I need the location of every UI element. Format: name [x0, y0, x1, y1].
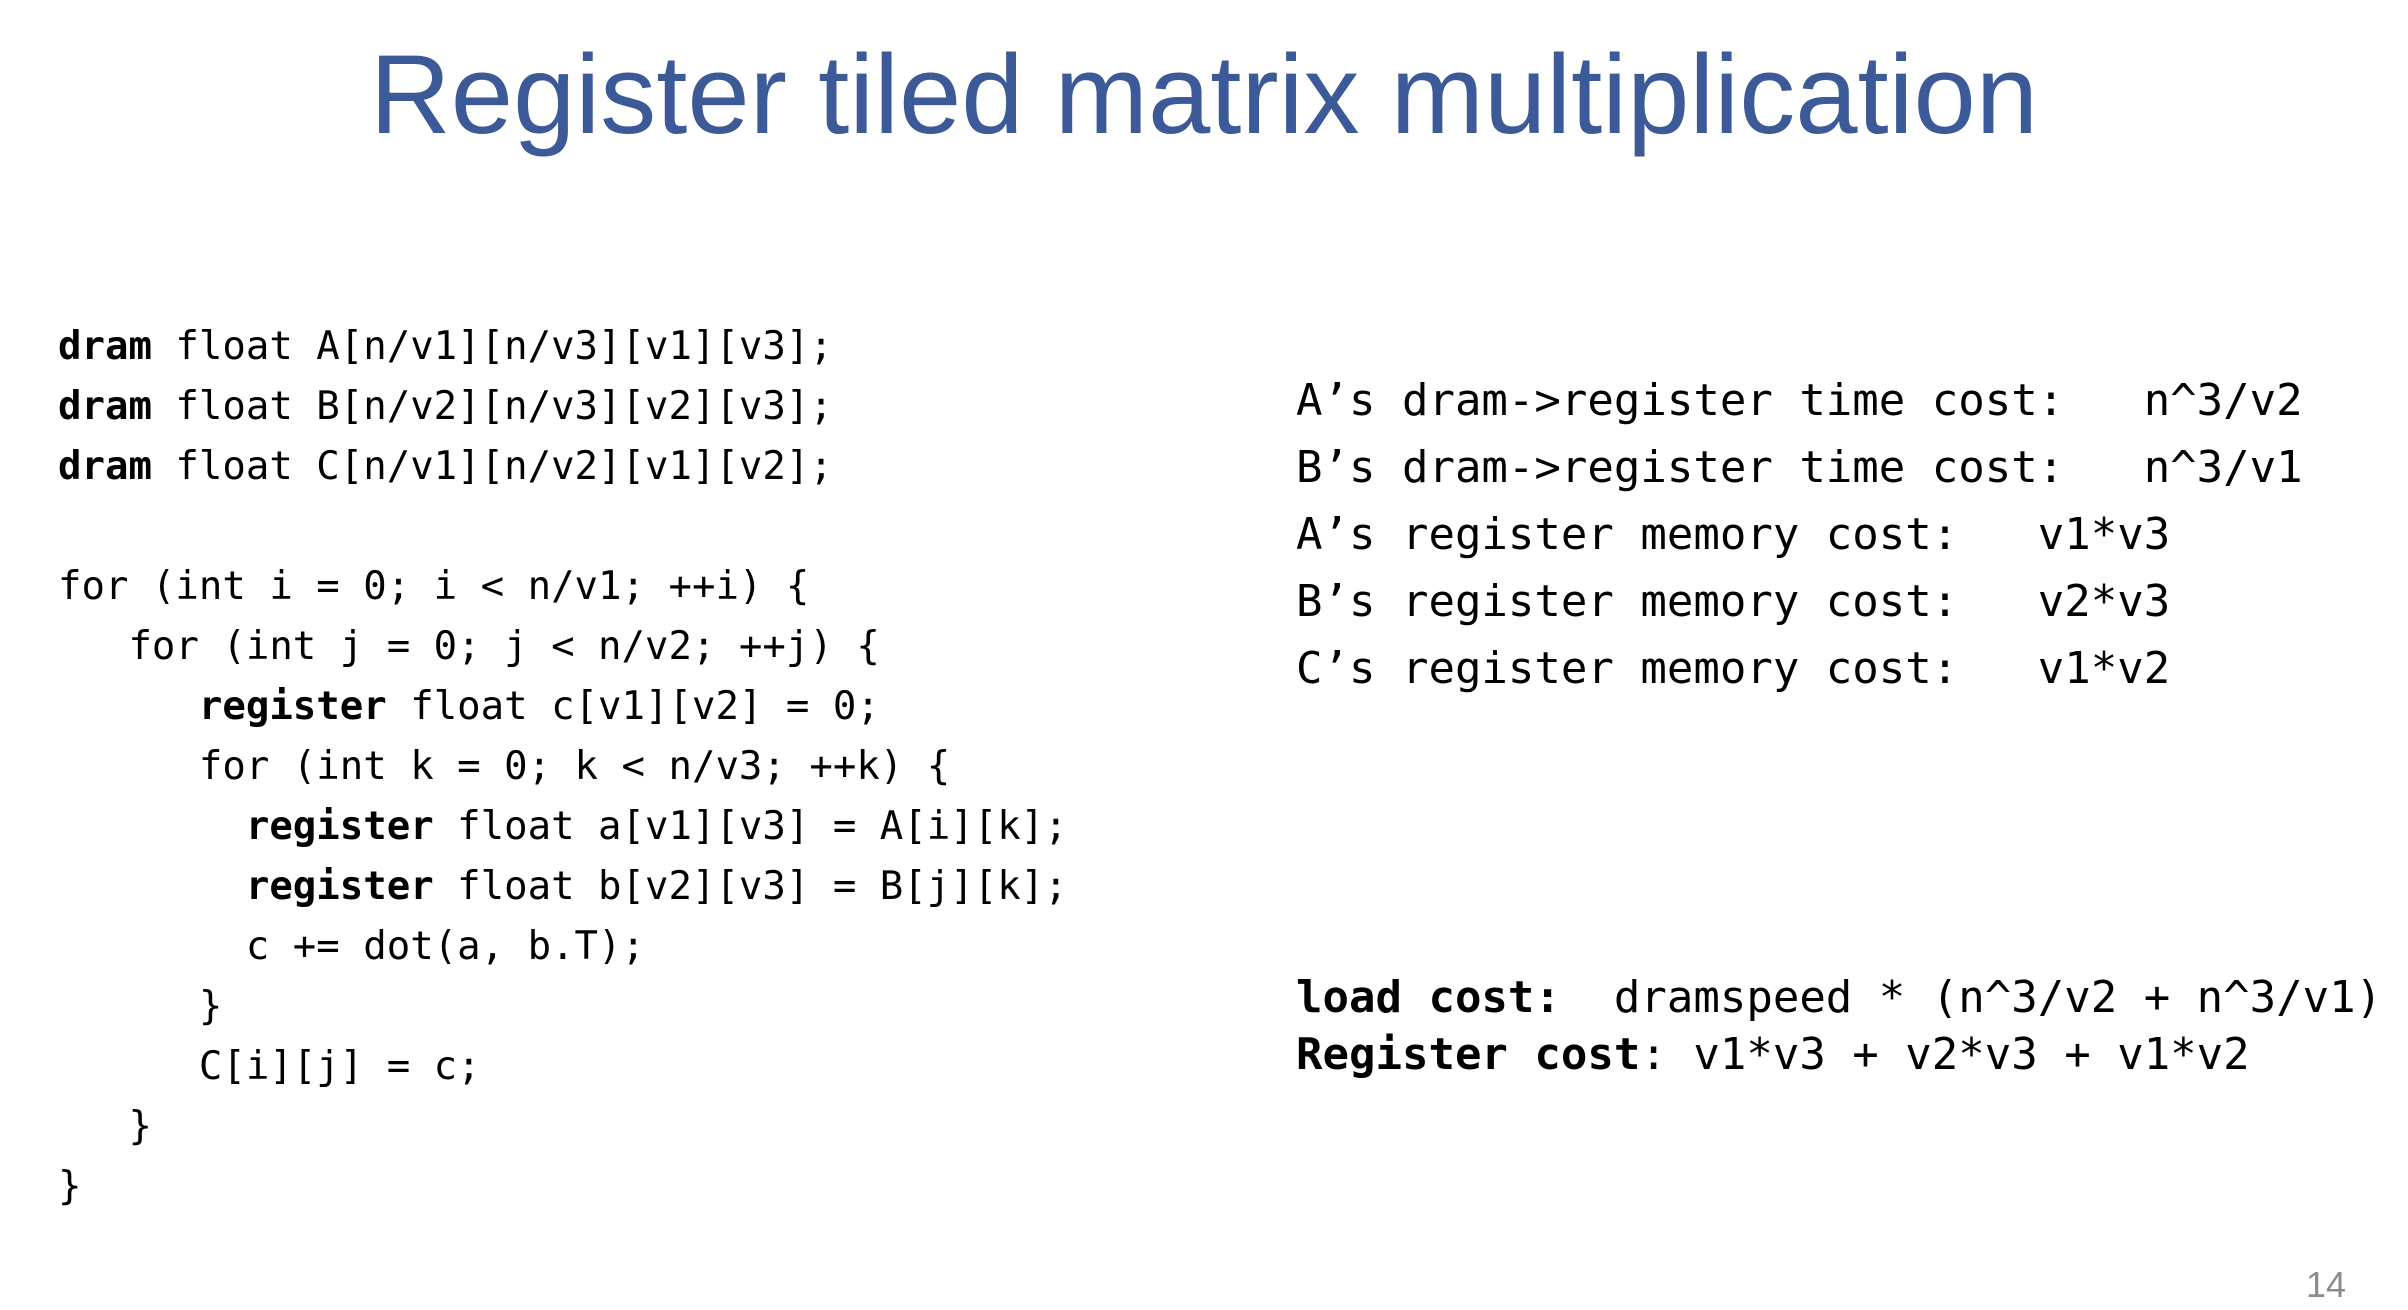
cost-summary-block: [1296, 969, 2382, 1083]
code-line: register float c[v1][v2] = 0;: [198, 684, 880, 729]
code-line: }: [58, 984, 223, 1029]
code-line: }: [58, 1104, 152, 1149]
page-number: 14: [2305, 1264, 2346, 1305]
code-line: c += dot(a, b.T);: [58, 924, 645, 969]
cost-line-a-dram-time: A’s dram->register time cost: n^3/v2: [1296, 375, 2303, 426]
code-line-blank: [58, 497, 1068, 557]
cost-line-b-dram-time: B’s dram->register time cost: n^3/v1: [1296, 442, 2303, 493]
code-line: for (int k = 0; k < n/v3; ++k) {: [58, 744, 951, 789]
code-line: register float b[v2][v3] = B[j][k];: [245, 864, 1068, 909]
code-line: }: [58, 1164, 82, 1209]
code-line: for (int j = 0; j < n/v2; ++j) {: [58, 624, 880, 669]
cost-line-c-register-memory: C’s register memory cost: v1*v2: [1296, 643, 2171, 694]
code-block: [58, 317, 1068, 1217]
code-line: for (int i = 0; i < n/v1; ++i) {: [58, 564, 810, 609]
code-line: dram float A[n/v1][n/v3][v1][v3];: [58, 324, 833, 369]
code-line: dram float B[n/v2][n/v3][v2][v3];: [58, 384, 833, 429]
cost-analysis-block: [1296, 367, 2303, 702]
slide-title: Register tiled matrix multiplication: [369, 32, 2039, 157]
cost-line-a-register-memory: A’s register memory cost: v1*v3: [1296, 509, 2171, 560]
register-cost-line: Register cost: v1*v3 + v2*v3 + v1*v2: [1296, 1029, 2250, 1080]
load-cost-line: load cost: dramspeed * (n^3/v2 + n^3/v1): [1296, 972, 2383, 1023]
code-line: dram float C[n/v1][n/v2][v1][v2];: [58, 444, 833, 489]
code-line: C[i][j] = c;: [58, 1044, 481, 1089]
cost-line-b-register-memory: B’s register memory cost: v2*v3: [1296, 576, 2171, 627]
code-line: register float a[v1][v3] = A[i][k];: [245, 804, 1068, 849]
